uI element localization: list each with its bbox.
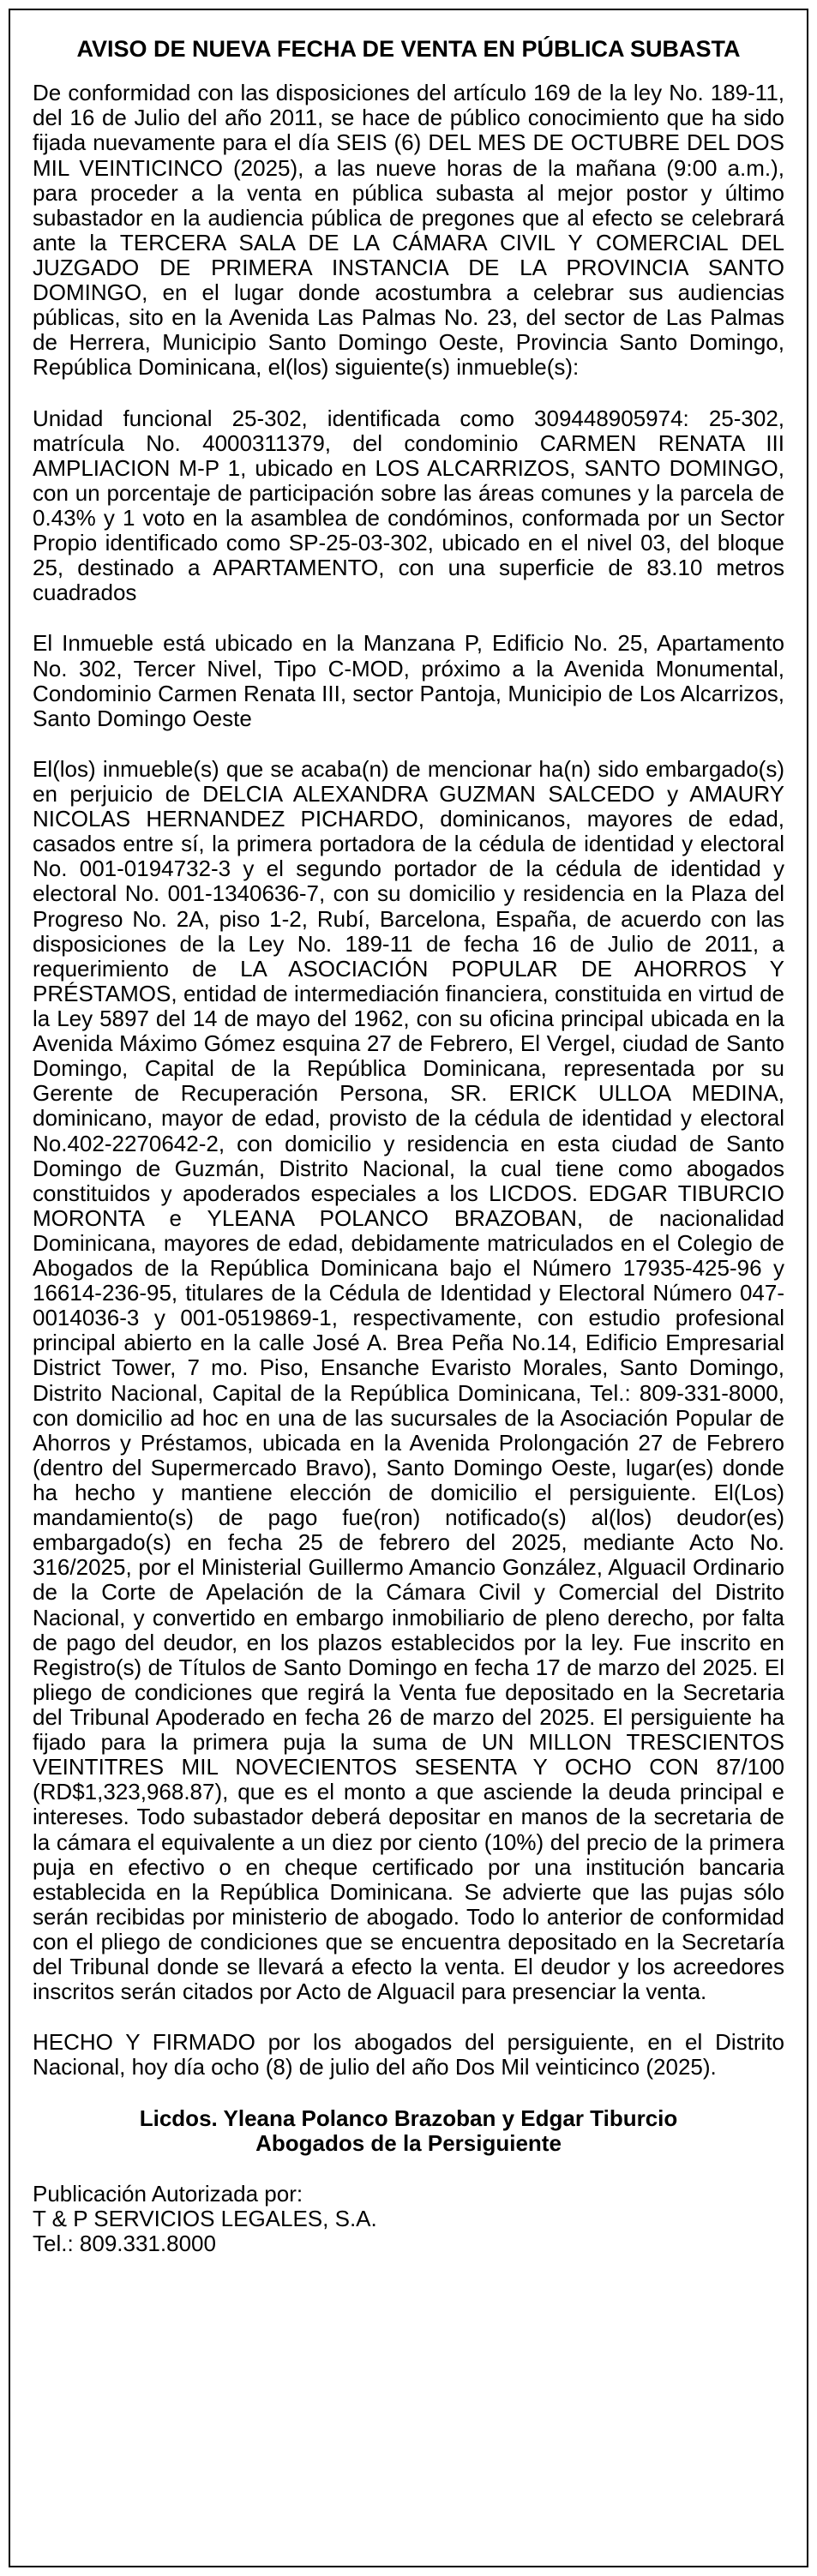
footer-phone: Tel.: 809.331.8000: [33, 2230, 216, 2256]
publication-footer: [33, 2182, 784, 2256]
paragraph-property: Unidad funcional 25-302, identificada como 309448905974: 25-302, matrícula No. 4000311379, del condominio CARMEN RENATA III AMPLIACION M-P 1, ubicado en LOS ALCARRIZOS, SANTO DOMINGO, con un porcentaje de participación sobre las áreas comunes y la parcela de 0.43% y 1 voto en la asamblea de condóminos, conformada por un Sector Propio identificado como SP-25-03-302, ubicado en el nivel 03, del bloque 25, destinado a APARTAMENTO, con una superficie de 83.10 metros cuadrados: [33, 405, 784, 606]
signature-block: [33, 2106, 784, 2156]
footer-company: T & P SERVICIOS LEGALES, S.A.: [33, 2205, 377, 2231]
paragraph-seizure: El(los) inmueble(s) que se acaba(n) de mencionar ha(n) sido embargado(s) en perjuicio de DELCIA ALEXANDRA GUZMAN SALCEDO y AMAURY NICOLAS HERNANDEZ PICHARDO, dominicanos, mayores de edad, casados entre sí, la primera portadora de la cédula de identidad y electoral No. 001-0194732-3 y el segundo portador de la cédula de identidad y electoral No. 001-1340636-7, con su domicilio y residencia en la Plaza del Progreso No. 2A, piso 1-2, Rubí, Barcelona, España, de acuerdo con las disposiciones de la Ley No. 189-11 de fecha 16 de Julio de 2011, a requerimiento de LA ASOCIACIÓN POPULAR DE AHORROS Y PRÉSTAMOS, entidad de intermediación financiera, constituida en virtud de la Ley 5897 del 14 de mayo del 1962, con su oficina principal ubicada en la Avenida Máximo Gómez esquina 27 de Febrero, El Vergel, ciudad de Santo Domingo, Capital de la República Dominicana, representada por su Gerente de Recuperación Persona, SR. ERICK ULLOA MEDINA, dominicano, mayor de edad, provisto de la cédula de identidad y electoral No.402-2270642-2, con domicilio y residencia en esta ciudad de Santo Domingo de Guzmán, Distrito Nacional, la cual tiene como abogados constituidos y apoderados especiales a los LICDOS. EDGAR TIBURCIO MORONTA e YLEANA POLANCO BRAZOBAN, de nacionalidad Dominicana, mayores de edad, debidamente matriculados en el Colegio de Abogados de la República Dominicana bajo el Número 17935-425-96 y 16614-236-95, titulares de la Cédula de Identidad y Electoral Número 047-0014036-3 y 001-0519869-1, respectivamente, con estudio profesional principal abierto en la calle José A. Brea Peña No.14, Edificio Empresarial District Tower, 7 mo. Piso, Ensanche Evaristo Morales, Santo Domingo, Distrito Nacional, Capital de la República Dominicana, Tel.: 809-331-8000, con domicilio ad hoc en una de las sucursales de la Asociación Popular de Ahorros y Préstamos, ubicada en la Avenida Prolongación 27 de Febrero (dentro del Supermercado Bravo), Santo Domingo Oeste, lugar(es) donde ha hecho y mantiene elección de domicilio el persiguiente. El(Los) mandamiento(s) de pago fue(ron) notificado(s) al(los) deudor(es) embargado(s) en fecha 25 de febrero del 2025, mediante Acto No. 316/2025, por el Ministerial Guillermo Amancio González, Alguacil Ordinario de la Corte de Apelación de la Cámara Civil y Comercial del Distrito Nacional, y convertido en embargo inmobiliario de pleno derecho, por falta de pago del deudor, en los plazos establecidos por la ley. Fue inscrito en Registro(s) de Títulos de Santo Domingo en fecha 17 de marzo del 2025. El pliego de condiciones que regirá la Venta fue depositado en la Secretaria del Tribunal Apoderado en fecha 26 de marzo del 2025. El persiguiente ha fijado para la primera puja la suma de UN MILLON TRESCIENTOS VEINTITRES MIL NOVECIENTOS SESENTA Y OCHO CON 87/100 (RD$1,323,968.87), que es el monto a que asciende la deuda principal e intereses. Todo subastador deberá depositar en manos de la secretaria de la cámara el equivalente a un diez por ciento (10%) del precio de la primera puja en efectivo o en cheque certificado por una institución bancaria establecida en la República Dominicana. Se advierte que las pujas sólo serán recibidas por ministerio de abogado. Todo lo anterior de conformidad con el pliego de condiciones que se encuentra depositado en la Secretaría del Tribunal donde se llevará a efecto la venta. El deudor y los acreedores inscritos serán citados por Acto de Alguacil para presenciar la venta.: [33, 755, 784, 2005]
footer-authorized: Publicación Autorizada por:: [33, 2180, 303, 2207]
notice-title: AVISO DE NUEVA FECHA DE VENTA EN PÚBLICA SUBASTA: [76, 36, 741, 62]
paragraph-location: El Inmueble está ubicado en la Manzana P, Edificio No. 25, Apartamento No. 302, Tercer Nivel, Tipo C-MOD, próximo a la Avenida Monumental, Condominio Carmen Renata III, sector Pantoja, Municipio de Los Alcarrizos, Santo Domingo Oeste: [33, 630, 784, 731]
signature-names: Licdos. Yleana Polanco Brazoban y Edgar Tiburcio: [139, 2105, 678, 2131]
paragraph-intro: De conformidad con las disposiciones del artículo 169 de la ley No. 189-11, del 16 de Julio del año 2011, se hace de público conocimiento que ha sido fijada nuevamente para el día SEIS (6) DEL MES DE OCTUBRE DEL DOS MIL VEINTICINCO (2025), a las nueve horas de la mañana (9:00 a.m.), para proceder a la venta en pública subasta al mejor postor y último subastador en la audiencia pública de pregones que al efecto se celebrará ante la TERCERA SALA DE LA CÁMARA CIVIL Y COMERCIAL DEL JUZGADO DE PRIMERA INSTANCIA DE LA PROVINCIA SANTO DOMINGO, en el lugar donde acostumbra a celebrar sus audiencias públicas, sito en la Avenida Las Palmas No. 23, del sector de Las Palmas de Herrera, Municipio Santo Domingo Oeste, Provincia Santo Domingo, República Dominicana, el(los) siguiente(s) inmueble(s):: [33, 80, 784, 381]
paragraph-signed: HECHO Y FIRMADO por los abogados del persiguiente, en el Distrito Nacional, hoy día ocho (8) de julio del año Dos Mil veinticinco (2025).: [33, 2029, 784, 2081]
notice-frame: [9, 9, 808, 2567]
signature-role: Abogados de la Persiguiente: [255, 2129, 562, 2156]
